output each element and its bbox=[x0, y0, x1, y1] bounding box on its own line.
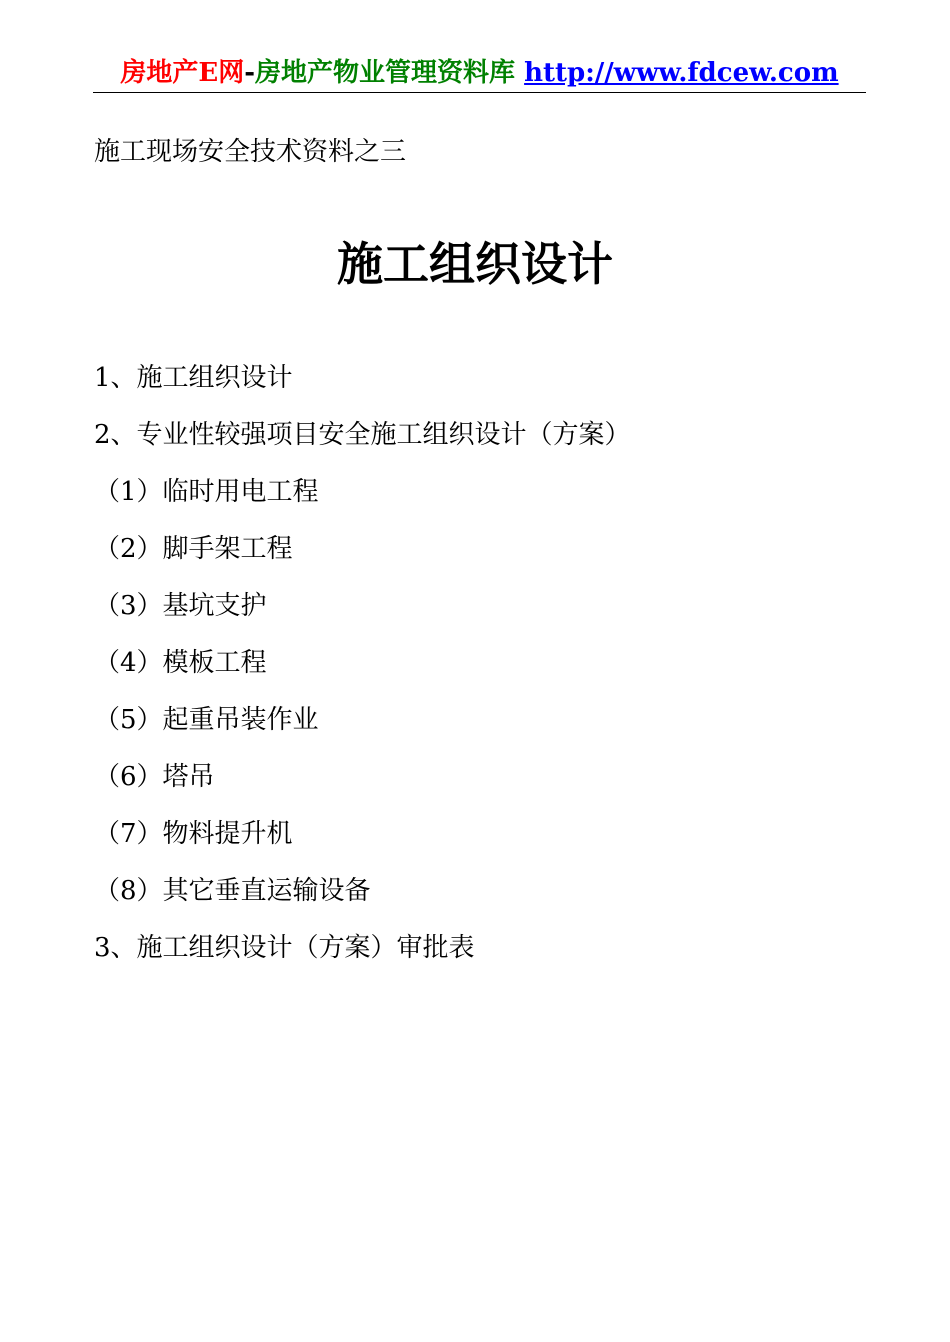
list-item: 1、施工组织设计 bbox=[94, 363, 293, 393]
site-name: 房地产E网 bbox=[120, 58, 245, 88]
list-item: （2）脚手架工程 bbox=[94, 534, 293, 564]
header-separator: - bbox=[244, 58, 256, 88]
document-title: 施工组织设计 bbox=[337, 237, 613, 291]
list-item: （6）塔吊 bbox=[94, 762, 215, 792]
list-item: （5）起重吊装作业 bbox=[94, 705, 319, 735]
list-item: （1）临时用电工程 bbox=[94, 477, 319, 507]
page-header bbox=[93, 56, 866, 93]
list-item: （4）模板工程 bbox=[94, 648, 267, 678]
list-item: 2、专业性较强项目安全施工组织设计（方案） bbox=[94, 420, 631, 450]
library-name: 房地产物业管理资料库 bbox=[255, 58, 516, 88]
list-item: （7）物料提升机 bbox=[94, 819, 293, 849]
list-item: （3）基坑支护 bbox=[94, 591, 267, 621]
document-subtitle: 施工现场安全技术资料之三 bbox=[94, 137, 407, 167]
website-link[interactable]: http://www.fdcew.com bbox=[524, 58, 839, 88]
contents-list bbox=[94, 357, 631, 984]
list-item: 3、施工组织设计（方案）审批表 bbox=[94, 933, 475, 963]
list-item: （8）其它垂直运输设备 bbox=[94, 876, 371, 906]
